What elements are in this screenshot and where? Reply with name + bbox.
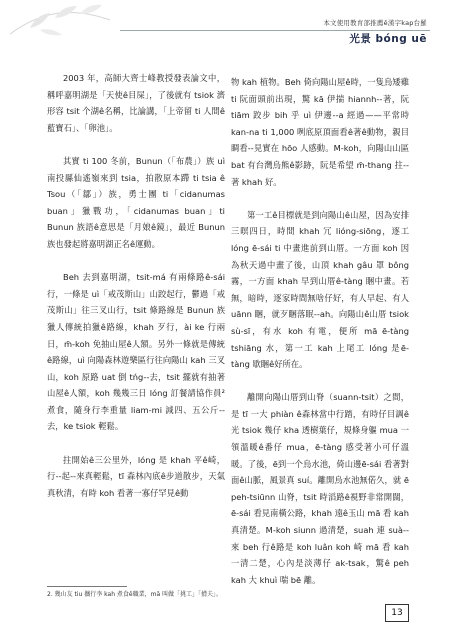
paragraph: 第一工ê目標就是到向陽山ê山屋，因為安排三暝四日，時間 khah 冗 lióng-siōng，逐工 lóng ē-sái ti 中畫進前到山厝。一方面 koh 因為秋天過中畫了後，山頂 khah gâu 罩 bông 霧，一方面 khah 早到山厝ê-tàng 睏中畫。若無，暗時，逐家時間無啥仔好，有人早起、有人 uānn 睏，就歹睏落眠--ah。向陽山ê山厝 tsiok sù-sī，有水 koh 有電，便所 mā ē-tàng tshiāng 水，第一工 kah 上尾工 lóng 是ē-tàng 歇睏ê好所在。 <box>231 209 409 370</box>
paragraph: 其實 ti 100 冬前，Bunun（「布農」）族 uì 南投縣仙遙嶺來到 tsia，拍散原本蹛 ti tsia ê Tsou（「鄒」）族，勇士團 ti「cidanumas buan」獵戰功，「cidanumas buan」ti Bunun 族語ê意思是「月娘ê鏡」，最近 Bunun 族也發起將嘉明湖正名ê運動。 <box>47 155 225 249</box>
page-number: 13 <box>385 604 409 622</box>
paragraph: 物 kah 植物。Beh 倚向陽山屋ê時，一隻烏矮雞 ti 阮面頭前出現，驚 kā 伊揣 hiannh--著，阮 tiām 跤步 bih 乎 uì 伊邊--a 經過——平常時 kan-na ti 1,000 咧底原頂面看ê著ê動物，親目睭看--見實在 hōo 人感動。M-koh，向陽山山區 bat 有台灣烏熊ê影跡，阮是希望 m̄-thang 拄--著 khah 好。 <box>231 77 409 187</box>
left-column <box>47 70 225 518</box>
paragraph: 2003 年，高師大齊士峰教授發表論文中，稱呼嘉明湖是「天使ê目屎」，了後就有 tsiok 濟形容 tsit 个湖ê名稱，比論講，「上帝留 ti 人間ê藍寶石」、「卵池」。 <box>47 73 225 133</box>
footnote: 2. 幾山友 tiu 攜行李 kah 煮食ê職業，mā 叫做「挑工」「揹夫」。 <box>47 591 223 598</box>
section-title: 光景 bóng uē <box>349 33 427 45</box>
paragraph: 拄開始ê三公里外，lóng 是 khah 平ê崎，行--起--來真輕鬆，tī 森林內底ê步道散步，天氣真秋清，有時 koh 看著一寡仔罕見ê動 <box>47 454 225 498</box>
paragraph: Beh 去到嘉明湖，tsit-má 有兩條路ê-sái 行，一條是 uì「戒茂斯山」山跤起行，鬱過「戒茂斯山」往三叉山行，tsit 條路線是 Bunun 族獵人傳統拍獵ê路線，khah 歹行，ài ke 行兩日，m̄-koh 免抽山屋ê人額。另外一條就是傳統ê路線，uì 向陽森林遊樂區行往向陽山 kah 三叉山，koh 原路 uat 倒 tńg--去，tsit 擺就有抽著山屋ê人額，koh 幾幾三日 lóng 訂餐請協作員²煮食，隨身行李重量 liam-mi 減四、五公斤--去，ke tsiok 輕鬆。 <box>47 272 225 432</box>
header-series: 本文使用教育部推薦ê漢字kap台羅 <box>323 19 427 27</box>
footnote-rule <box>47 586 127 587</box>
paragraph: 離開向陽山厝到山脊（suann-tsit）之間，是 tī 一大 phiàn ê森林當中行踏，有時仔目調ê光 tsiok 幾仔 kha 透樹葉仔，規條身軀 mua 一領溫暖ê番仔 mua，ē-tàng 感受著小可仔溫暖。了後，ē到一个烏水池，倚山邊ē-sái 看著對面ê山脈，風景真 suí。離開烏水池無偌久，就 ē peh-tsiūnn 山脊，tsit 時滔路ê視野非常開闊，ē-sái 看見南橫公路，khah 遠ê玉山 mā 看 kah 真清楚。M-koh siunn 過清楚，suah 連 suà-- 來 beh 行ê路是 koh luân koh 崎 mā 看 kah 一清二楚，心內是淡薄仔 ak-tsak，驚ê peh kah 大 khuì 喘 bē 離。 <box>231 392 409 585</box>
right-column <box>231 74 409 605</box>
